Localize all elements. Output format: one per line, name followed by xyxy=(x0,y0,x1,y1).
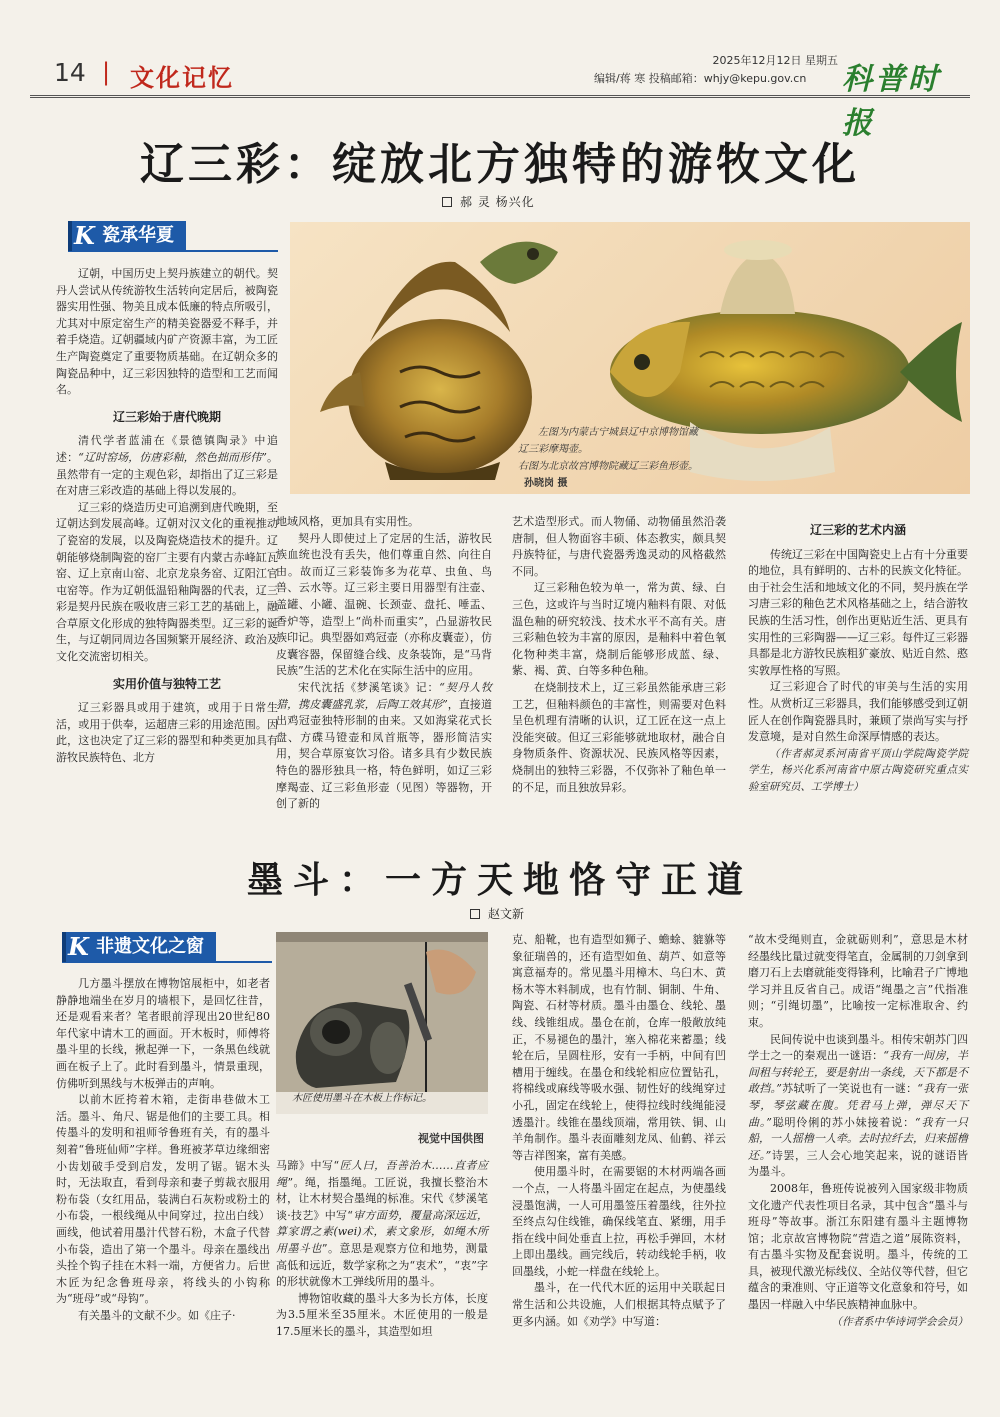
article1-column-3 xyxy=(512,514,726,796)
paragraph: 以前木匠挎着木箱，走街串巷做木工活。墨斗、角尺、锯是他们的主要工具。相传墨斗的发明和祖师爷鲁班有关，有的墨斗刻着“鲁班仙师”字样。鲁班被茅草边缘细密小齿划破手受到启发，发明了锯。锯木头时，无法取直，看到母亲和妻子剪裁衣服用粉布袋（女红用品，装满白石灰粉或粉土的小布袋，一根线绳从中间穿过，拉出白线）画线，他试着用墨汁代替石粉，木盒子代替小布袋，造出了第一个墨斗。母亲在墨线出头拴个钩子挂在木料一端，方便省力。后世木匠为纪念鲁班母亲，将线头的小钩称为“班母”或“母钩”。 xyxy=(56,1093,270,1306)
article2-column-3 xyxy=(512,932,726,1330)
paragraph: 克、船靴，也有造型如狮子、蟾蜍、貔貅等象征瑞兽的，还有造型如鱼、葫芦、如意等寓意福寿的。常见墨斗用樟木、乌臼木、黄杨木等木料制成，也有竹制、铜制、牛角、陶瓷、石材等材质。墨斗由墨仓、线轮、墨线、线锥组成。墨仓在前，仓库一般敞放纯正，不易褪色的墨汁，塞入棉花来蓄墨；线轮在后，呈圆柱形，安有一手柄，中间有凹槽用于缠线。在墨仓和线轮相应位置钻孔，将棉线或麻线等吸水强、韧性好的线绳穿过小孔，固定在线轮上，使得拉线时线绳能浸透墨汁。线锥在墨线顶端，常用铁、铜、山羊角制作。墨斗表面雕刻龙凤、仙鹤、祥云等吉祥图案，富有美感。 xyxy=(512,933,726,1162)
paragraph: 2008年，鲁班传说被列入国家级非物质文化遗产代表性项目名录，其中包含“墨斗与班母”等故事。浙江东阳建有墨斗主题博物馆；北京故宫博物院“营造之道”展陈资料，有古墨斗实物及配套说明。墨斗，传统的工具，被现代激光标线仪、全站仪等代替，但它蕴含的秉准则、守正道等文化意象和符号，如墨因一样融入中华民族精神血脉中。 xyxy=(748,1181,968,1312)
paragraph: 在烧制技术上，辽三彩虽然能承唐三彩工艺，但釉料颜色的丰富性，则需要对色料呈色机理有清晰的认识，辽工匠在这一点上没能突破。但辽三彩能够就地取材，融合自身物质条件、资源状况、民族风格等因素，烧制出的独特三彩器，不仅弥补了釉色单一的不足，而且独放异彩。 xyxy=(512,680,726,794)
liao-sancai-photo xyxy=(290,222,970,494)
paragraph: 辽朝，中国历史上契丹族建立的朝代。契丹人尝试从传统游牧生活转向定居后，被陶瓷器实用性强、物美且成本低廉的特点所吸引，尤其对中原定窑生产的精美瓷器爱不释手，并着手烧造。辽朝疆域内矿产资源丰富，为工匠生产陶瓷奠定了重要物质基础。在辽朝众多的陶瓷品种中，辽三彩因独特的造型和工艺而闻名。 xyxy=(56,267,278,397)
quote: “我有一只船，一人摇橹一人牵。去时拉纤去，归来摇橹还。” xyxy=(748,1115,969,1162)
issue-date: 2025年12月12日 星期五 xyxy=(712,54,838,67)
text: 宋代沈括《梦溪笔谈》记： xyxy=(298,680,440,694)
paragraph: 传统辽三彩在中国陶瓷史上占有十分重要的地位，具有鲜明的、古朴的民族文化特征。由于社会生活和地域文化的不同，契丹族在学习唐三彩的釉色艺术风格基础之上，结合游牧民族的生活习性，创作出更贴近生活、更具有实用性的三彩陶器——辽三彩。每件辽三彩器具都是北方游牧民族粗犷豪放、贴近自然、憨实敦厚性格的写照。 xyxy=(748,547,968,677)
author-note: （作者系中华诗词学会会员） xyxy=(831,1315,968,1328)
article2-photo-credit xyxy=(418,1130,484,1147)
paragraph: 有关墨斗的文献不少。如《庄子· xyxy=(78,1308,236,1322)
text: 苏轼听了一笑说也有一谜： xyxy=(781,1082,918,1096)
article1-tag-label: 瓷承华夏 xyxy=(102,225,174,246)
text: 。虽然带有一定的主观色彩，却指出了辽三彩是在对唐三彩改造的基础上得以发展的。 xyxy=(56,450,279,498)
text: ”。意思是观察方位和地势，测量高低和远近，数学家称之为“衷术”，“衷”字的形状就像木工弹线所用的墨斗。 xyxy=(276,1241,489,1289)
text: 马蹄》中写“ xyxy=(276,1159,340,1172)
caption-line1: 左图为内蒙古宁城县辽中京博物馆藏辽三彩摩羯壶。 xyxy=(518,427,698,455)
article1-column-4 xyxy=(748,514,968,796)
text: 清代学者蓝浦在《景德镇陶录》中追述： xyxy=(56,434,278,464)
article1-column-2 xyxy=(276,514,492,813)
text: 诗罢，三人会心地笑起来，说的谜语皆为墨斗。 xyxy=(748,1148,969,1179)
k-logo-icon: K xyxy=(74,221,95,250)
paragraph xyxy=(748,1032,968,1181)
article2-byline xyxy=(470,905,524,922)
quote: “我有一间房，半间租与转轮王，要是射出一条线，天下都是不敢挡。” xyxy=(748,1049,969,1096)
subheading-tang-origins: 辽三彩始于唐代晚期 xyxy=(112,409,221,424)
caption-line2: 右图为北京故宫博物院藏辽三彩鱼形壶。 xyxy=(518,461,698,472)
paragraph: 使用墨斗时，在需要锯的木材两端各画一个点，一人将墨斗固定在起点，为使墨线浸墨饱满，一人可用墨签压着墨线，往外拉至终点勾住线锥，确保线笔直、紧绷，用手指在线中间处垂直上拉，再松手弹回，木材上即出墨线。画完线后，转动线轮手柄，收回墨线，小蛇一样盘在线轮上。 xyxy=(512,1165,726,1278)
photo-credit: 视觉中国供图 xyxy=(418,1132,484,1145)
author-note: （作者郝灵系河南省平顶山学院陶瓷学院学生，杨兴化系河南省中原古陶瓷研究重点实验室研究员、工学博士） xyxy=(748,747,968,793)
subheading-practical-value: 实用价值与独特工艺 xyxy=(112,676,221,691)
subheading-art-meaning: 辽三彩的艺术内涵 xyxy=(809,523,906,537)
article2-column-tag xyxy=(62,932,216,962)
article1-headline: 辽三彩：绽放北方独特的游牧文化 xyxy=(140,139,860,190)
text: ，直接道出鸡冠壶独特形制的由来。又如海棠花式长盘、方碟马镫壶和凤首瓶等，器形简洁实用，契合草原宴饮习俗。诸多具有少数民族特色的器形独具一格，特色鲜明，如辽三彩摩羯壶、辽三彩鱼形壶（见图）等器物，开创了新的 xyxy=(276,697,493,811)
paragraph: “故木受绳则直，金就砺则利”，意思是木材经墨线比量过就变得笔直，金属制的刀剑拿到磨刀石上去磨就能变得锋利，比喻君子广博地学习并且反省自己。成语“绳墨之言”代指准则；“引绳切墨”，比喻按一定标准取舍、约束。 xyxy=(748,933,968,1029)
article1-byline xyxy=(442,193,535,210)
article2-column-2 xyxy=(276,1158,488,1341)
section-name: 文化记忆 xyxy=(130,64,234,92)
paragraph: 辽三彩迎合了时代的审美与生活的实用性。从赏析辽三彩器具，我们能够感受到辽朝匠人在创作陶瓷器具时，兼顾了崇尚写实与抒发意境，是对自然生命深厚情感的表达。 xyxy=(748,680,968,744)
paragraph: 地域风格，更加具有实用性。 xyxy=(276,515,419,528)
text: ”。绳，指墨绳。工匠说，我擅长整治木材，让木材契合墨绳的标准。宋代《梦溪笔谈·技艺》中写“ xyxy=(276,1175,489,1222)
quote: “辽时窑场，仿唐彩釉，然色拙而形伟” xyxy=(78,450,267,464)
paragraph xyxy=(276,680,492,813)
article1-authors: 郝 灵 杨兴化 xyxy=(460,195,535,209)
quote: “我有一张琴，琴弦藏在腹。凭君马上弹，弹尽天下曲。” xyxy=(748,1082,969,1129)
article2-column-1 xyxy=(56,976,270,1324)
paper-name: 科普时报 xyxy=(842,62,941,141)
masthead xyxy=(30,52,970,141)
article2-photo-caption: 木匠使用墨斗在木板上作标记。 xyxy=(292,1093,432,1104)
paragraph: 艺术造型形式。而人物俑、动物俑虽然沿袭唐制，但人物面容丰硕、体态教实，颇具契丹族特征，与唐代瓷器秀逸灵动的风格截然不同。 xyxy=(512,515,726,578)
paragraph xyxy=(56,433,278,499)
article2-column-4 xyxy=(748,932,968,1330)
ink-marker-illustration xyxy=(276,932,488,1114)
article1-photo-caption xyxy=(518,424,704,492)
masthead-meta xyxy=(594,52,838,88)
paragraph: 辽三彩的烧造历史可追溯到唐代晚期，至辽朝达到发展高峰。辽朝对汉文化的重视推动了瓷窑的发展，以及陶瓷烧造技术的提升。辽朝能够烧制陶瓷的窑厂主要有内蒙古赤峰缸瓦窑、辽上京南山窑、北京龙泉务窑、辽阳江官屯窑等。作为辽朝低温铅釉陶器的代表，辽三彩是契丹民族在吸收唐三彩工艺的基础上，融合草原文化形成的独特陶器类型。辽三彩的诞生，与辽朝同周边各国频繁开展经济、政治及文化交流密切相关。 xyxy=(56,500,278,664)
text: 聪明伶俐的苏小妹接着说： xyxy=(771,1115,915,1129)
byline-box-icon xyxy=(470,909,480,919)
page-number: 14 xyxy=(54,58,86,87)
quote: 审方面势，覆量高深远近，算家谓之素(wei)术，素文象形，如绳木所用墨斗也 xyxy=(276,1208,488,1255)
editor-email: 编辑/蒋 寒 投稿邮箱：whjy@kepu.gov.cn xyxy=(594,72,807,85)
article1-column-1 xyxy=(56,266,278,767)
paragraph: 几方墨斗摆放在博物馆展柜中，如老者静静地端坐在岁月的墙根下，是回忆往昔，还是观看来者？笔者眼前浮现出20世纪80年代家中请木工的画面。开木板时，师傅将墨斗里的长线，揪起弹一下，一条黑色线就画在板子上了。此时看到墨斗，情景重现，仿佛听到黑线与木板弹击的声响。 xyxy=(56,977,270,1090)
article2-headline: 墨斗：一方天地恪守正道 xyxy=(246,860,753,901)
quote: 匠人曰，吾善治木……直者应绳 xyxy=(276,1159,489,1189)
photo-credit: 孙晓岗 摄 xyxy=(524,478,568,489)
k-logo-icon: K xyxy=(68,932,89,961)
paragraph: 辽三彩釉色较为单一，常为黄、绿、白三色，这或许与当时辽境内釉料有限、对低温色釉的研究较浅、技术水平不高有关。唐三彩釉色较为丰富的原因，是釉料中着色氧化物种类丰富，烧制后能够形成蓝、绿、紫、褐、黄、白等多种色釉。 xyxy=(512,581,726,678)
paragraph: 契丹人即使过上了定居的生活，游牧民族血统也没有丢失，他们尊重自然、向往自由。故而辽三彩装饰多为花草、虫鱼、鸟兽、云水等。辽三彩主要日用器型有注壶、盖罐、小罐、温碗、长颈壶、盘托、唾盂、香炉等，造型上“尚朴而重实”，凸显游牧民族印记。典型器如鸡冠壶（亦称皮囊壶），仿皮囊容器，保留缝合线、皮条装饰，是“马背民族”生活的艺术化在实际生活中的应用。 xyxy=(276,531,492,678)
text: 民间传说中也谈到墨斗。相传宋朝苏门四学士之一的秦观出一谜语： xyxy=(748,1032,968,1063)
paragraph xyxy=(276,1158,488,1291)
page-separator: | xyxy=(102,58,111,86)
article1-column-tag xyxy=(68,221,186,251)
paragraph: 辽三彩器具或用于建筑，或用于日常生活，或用于供奉，运超唐三彩的用途范围。因此，这也决定了辽三彩的器型和种类更加具有游牧民族特色、北方 xyxy=(56,701,278,765)
quote: “契丹人牧猎，携皮囊盛乳浆，后陶工效其形” xyxy=(276,680,492,711)
article2-author: 赵文新 xyxy=(488,907,525,921)
article2-tag-label: 非遗文化之窗 xyxy=(96,936,204,957)
byline-box-icon xyxy=(442,197,452,207)
ink-marker-photo xyxy=(276,932,488,1114)
paragraph: 墨斗，在一代代木匠的运用中关联起日常生活和公共设施，人们根据其特点赋予了更多内涵。如《劝学》中写道： xyxy=(512,1281,726,1328)
paragraph: 博物馆收藏的墨斗大多为长方体，长度为3.5厘米至35厘米。木匠使用的一般是17.5厘米长的墨斗，其造型如坦 xyxy=(276,1291,488,1338)
